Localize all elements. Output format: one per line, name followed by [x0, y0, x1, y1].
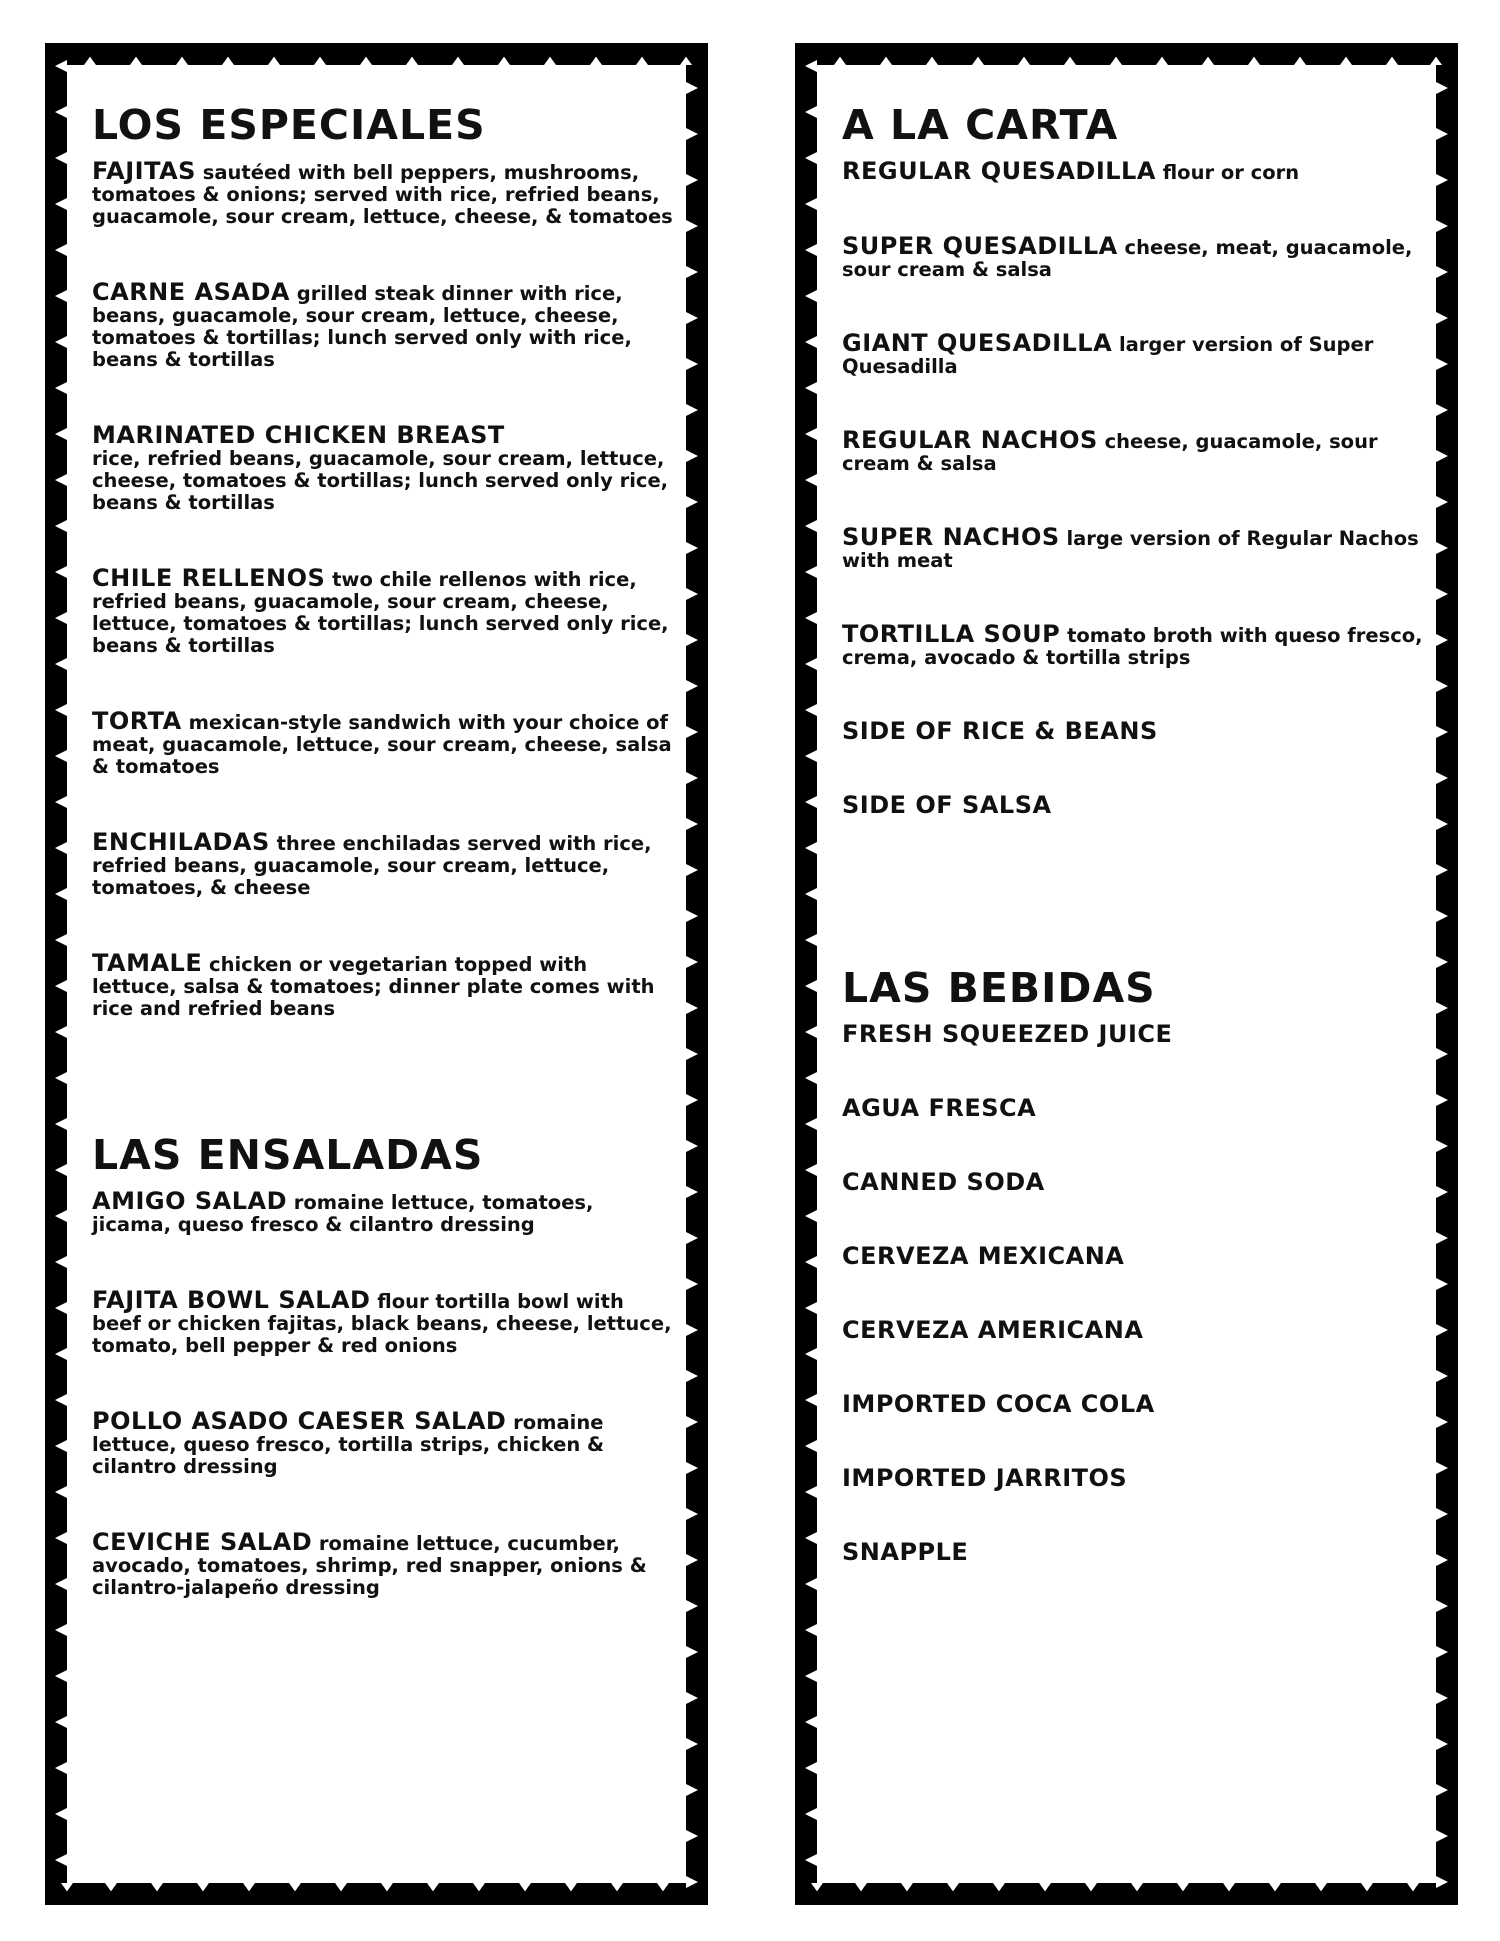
menu-item [842, 523, 1428, 572]
item-description: cheese, meat, guacamole, sour cream & salsa [842, 236, 1413, 281]
menu-item [842, 791, 1428, 819]
item-name: CERVEZA MEXICANA [842, 1242, 1125, 1270]
menu-item [92, 1187, 678, 1236]
drink-item [842, 1094, 1428, 1122]
menu-item [92, 278, 678, 371]
item-description: tomato broth with queso fresco, crema, avocado & tortilla strips [842, 624, 1423, 669]
item-name: SIDE OF SALSA [842, 791, 1052, 819]
section-title-especiales: LOS ESPECIALES [92, 101, 486, 149]
menu-item [842, 232, 1428, 281]
left-panel-content [45, 43, 708, 1905]
item-name: TORTA [92, 707, 182, 735]
item-name: CARNE ASADA [92, 278, 290, 306]
especiales-list [92, 157, 678, 1020]
item-description: two chile rellenos with rice, refried beans, guacamole, sour cream, cheese, lettuce, tomatoes & tortillas; lunch served only rice, beans & tortillas [92, 568, 669, 657]
item-name: GIANT QUESADILLA [842, 329, 1113, 357]
menu-item [842, 329, 1428, 378]
item-name: CEVICHE SALAD [92, 1528, 313, 1556]
menu-item [92, 564, 678, 657]
item-name: TORTILLA SOUP [842, 620, 1061, 648]
ensaladas-list [92, 1187, 678, 1599]
item-description: three enchiladas served with rice, refried beans, guacamole, sour cream, lettuce, tomatoes, & cheese [92, 832, 652, 899]
bebidas-list [842, 1020, 1428, 1566]
item-name: FAJITAS [92, 157, 196, 185]
item-name: IMPORTED JARRITOS [842, 1464, 1128, 1492]
item-name: TAMALE [92, 949, 203, 977]
item-description: cheese, guacamole, sour cream & salsa [842, 430, 1378, 475]
item-name: CHILE RELLENOS [92, 564, 326, 592]
item-description: flour or corn [1162, 161, 1300, 184]
item-name: FRESH SQUEEZED JUICE [842, 1020, 1173, 1048]
section-title-bebidas: LAS BEBIDAS [842, 964, 1156, 1012]
menu-item [92, 828, 678, 899]
right-panel-content [795, 43, 1458, 1905]
drink-item [842, 1168, 1428, 1196]
section-spacer [842, 868, 1428, 968]
item-description: sautéed with bell peppers, mushrooms, tomatoes & onions; served with rice, refried beans, guacamole, sour cream, lettuce, cheese, & tomatoes [92, 161, 673, 228]
item-description: chicken or vegetarian topped with lettuce, salsa & tomatoes; dinner plate comes with rice and refried beans [92, 953, 655, 1020]
menu-item [92, 157, 678, 228]
right-menu-panel [795, 43, 1458, 1905]
item-name: POLLO ASADO CAESER SALAD [92, 1407, 507, 1435]
item-name: AMIGO SALAD [92, 1187, 287, 1215]
item-name: SIDE OF RICE & BEANS [842, 717, 1158, 745]
item-description: grilled steak dinner with rice, beans, guacamole, sour cream, lettuce, cheese, tomatoes & tortillas; lunch served only with rice, beans & tortillas [92, 282, 632, 371]
menu-item [842, 620, 1428, 669]
item-description: rice, refried beans, guacamole, sour cream, lettuce, cheese, tomatoes & tortillas; lunch served only rice, beans & tortillas [92, 447, 669, 514]
left-menu-panel [45, 43, 708, 1905]
item-name: REGULAR NACHOS [842, 426, 1098, 454]
item-description: flour tortilla bowl with beef or chicken fajitas, black beans, cheese, lettuce, tomato, bell pepper & red onions [92, 1290, 672, 1357]
menu-item [92, 707, 678, 778]
menu-item [842, 426, 1428, 475]
item-name: CERVEZA AMERICANA [842, 1316, 1144, 1344]
item-description: mexican-style sandwich with your choice of meat, guacamole, lettuce, sour cream, cheese, salsa & tomatoes [92, 711, 672, 778]
drink-item [842, 1390, 1428, 1418]
menu-item [92, 1528, 678, 1599]
item-description: larger version of Super Quesadilla [842, 333, 1374, 378]
carta-list [842, 157, 1428, 819]
drink-item [842, 1242, 1428, 1270]
item-name: FAJITA BOWL SALAD [92, 1286, 371, 1314]
item-name: CANNED SODA [842, 1168, 1045, 1196]
item-description: romaine lettuce, queso fresco, tortilla strips, chicken & cilantro dressing [92, 1411, 605, 1478]
item-description: romaine lettuce, tomatoes, jicama, queso fresco & cilantro dressing [92, 1191, 594, 1236]
item-description: large version of Regular Nachos with meat [842, 527, 1419, 572]
item-name: ENCHILADAS [92, 828, 270, 856]
drink-item [842, 1316, 1428, 1344]
item-name: SUPER QUESADILLA [842, 232, 1118, 260]
drink-item [842, 1020, 1428, 1048]
menu-item [92, 421, 678, 514]
section-title-carta: A LA CARTA [842, 101, 1119, 149]
drink-item [842, 1464, 1428, 1492]
item-name: IMPORTED COCA COLA [842, 1390, 1155, 1418]
item-name: MARINATED CHICKEN BREAST [92, 421, 505, 449]
menu-item [92, 1286, 678, 1357]
item-name: AGUA FRESCA [842, 1094, 1037, 1122]
section-spacer [92, 1073, 678, 1135]
menu-item [92, 1407, 678, 1478]
item-description: romaine lettuce, cucumber, avocado, tomatoes, shrimp, red snapper, onions & cilantro-jalapeño dressing [92, 1532, 647, 1599]
menu-item [92, 949, 678, 1020]
menu-item [842, 717, 1428, 745]
item-name: SUPER NACHOS [842, 523, 1060, 551]
item-name: REGULAR QUESADILLA [842, 157, 1156, 185]
section-title-ensaladas: LAS ENSALADAS [92, 1131, 484, 1179]
drink-item [842, 1538, 1428, 1566]
menu-item [842, 157, 1428, 185]
item-name: SNAPPLE [842, 1538, 969, 1566]
